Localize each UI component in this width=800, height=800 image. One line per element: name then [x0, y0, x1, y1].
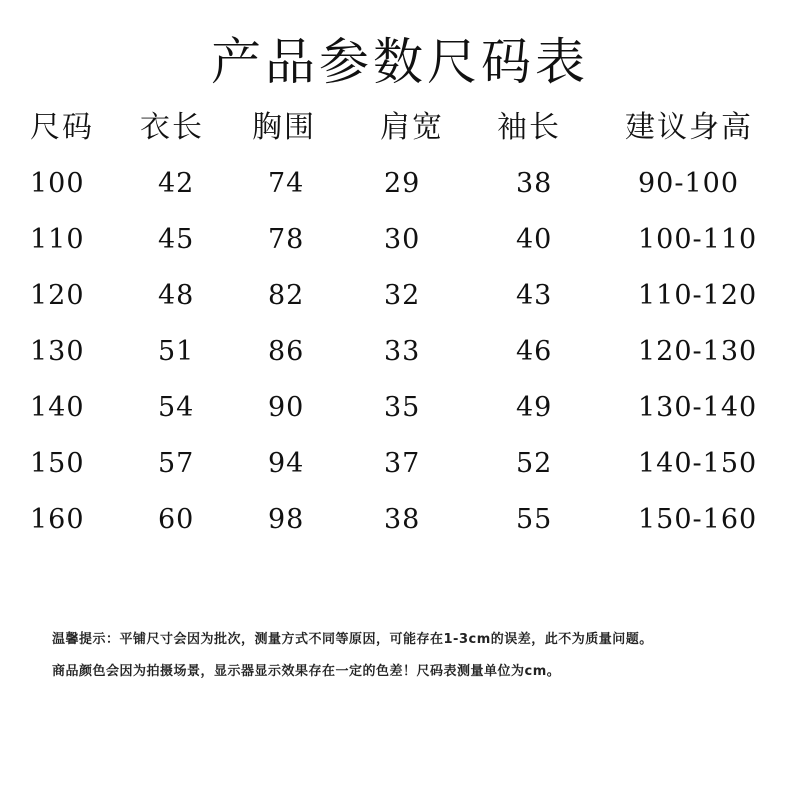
- cell-shoulder: 33: [384, 336, 421, 367]
- cell-height: 90-100: [638, 168, 740, 199]
- cell-size: 110: [30, 224, 85, 255]
- cell-chest: 78: [268, 224, 305, 255]
- cell-chest: 90: [268, 392, 305, 423]
- header-size: 尺码: [30, 110, 94, 145]
- cell-size: 100: [30, 168, 85, 199]
- table-row: [0, 436, 800, 492]
- cell-height: 150-160: [638, 504, 758, 535]
- cell-sleeve: 46: [516, 336, 553, 367]
- cell-chest: 98: [268, 504, 305, 535]
- cell-size: 160: [30, 504, 85, 535]
- cell-chest: 94: [268, 448, 305, 479]
- cell-height: 110-120: [638, 280, 758, 311]
- cell-length: 48: [158, 280, 195, 311]
- cell-height: 100-110: [638, 224, 758, 255]
- cell-shoulder: 38: [384, 504, 421, 535]
- cell-chest: 82: [268, 280, 305, 311]
- cell-length: 57: [158, 448, 195, 479]
- cell-sleeve: 38: [516, 168, 553, 199]
- cell-chest: 74: [268, 168, 305, 199]
- cell-shoulder: 30: [384, 224, 421, 255]
- header-chest: 胸围: [252, 110, 316, 145]
- tip-note: 温馨提示：平铺尺寸会因为批次，测量方式不同等原因，可能存在1-3cm的误差，此不为质量问题。: [52, 632, 653, 647]
- cell-size: 150: [30, 448, 85, 479]
- table-row: [0, 324, 800, 380]
- cell-sleeve: 49: [516, 392, 553, 423]
- table-row: [0, 268, 800, 324]
- header-height: 建议身高: [625, 110, 753, 145]
- cell-shoulder: 32: [384, 280, 421, 311]
- cell-sleeve: 52: [516, 448, 553, 479]
- cell-sleeve: 55: [516, 504, 553, 535]
- size-table: [0, 100, 800, 548]
- cell-size: 120: [30, 280, 85, 311]
- cell-size: 130: [30, 336, 85, 367]
- table-row: [0, 212, 800, 268]
- table-row: [0, 156, 800, 212]
- cell-sleeve: 43: [516, 280, 553, 311]
- color-note: 商品颜色会因为拍摄场景，显示器显示效果存在一定的色差！尺码表测量单位为cm。: [52, 664, 561, 679]
- cell-length: 54: [158, 392, 195, 423]
- cell-shoulder: 29: [384, 168, 421, 199]
- table-row: [0, 380, 800, 436]
- cell-height: 130-140: [638, 392, 758, 423]
- page-title: 产品参数尺码表: [211, 33, 589, 91]
- header-shoulder: 肩宽: [380, 110, 444, 145]
- cell-size: 140: [30, 392, 85, 423]
- cell-length: 51: [158, 336, 195, 367]
- header-length: 衣长: [140, 110, 204, 145]
- table-header-row: [0, 100, 800, 156]
- cell-sleeve: 40: [516, 224, 553, 255]
- cell-length: 42: [158, 168, 195, 199]
- cell-shoulder: 37: [384, 448, 421, 479]
- header-sleeve: 袖长: [497, 110, 561, 145]
- cell-length: 45: [158, 224, 195, 255]
- cell-height: 140-150: [638, 448, 758, 479]
- table-row: [0, 492, 800, 548]
- cell-chest: 86: [268, 336, 305, 367]
- cell-length: 60: [158, 504, 195, 535]
- cell-shoulder: 35: [384, 392, 421, 423]
- cell-height: 120-130: [638, 336, 758, 367]
